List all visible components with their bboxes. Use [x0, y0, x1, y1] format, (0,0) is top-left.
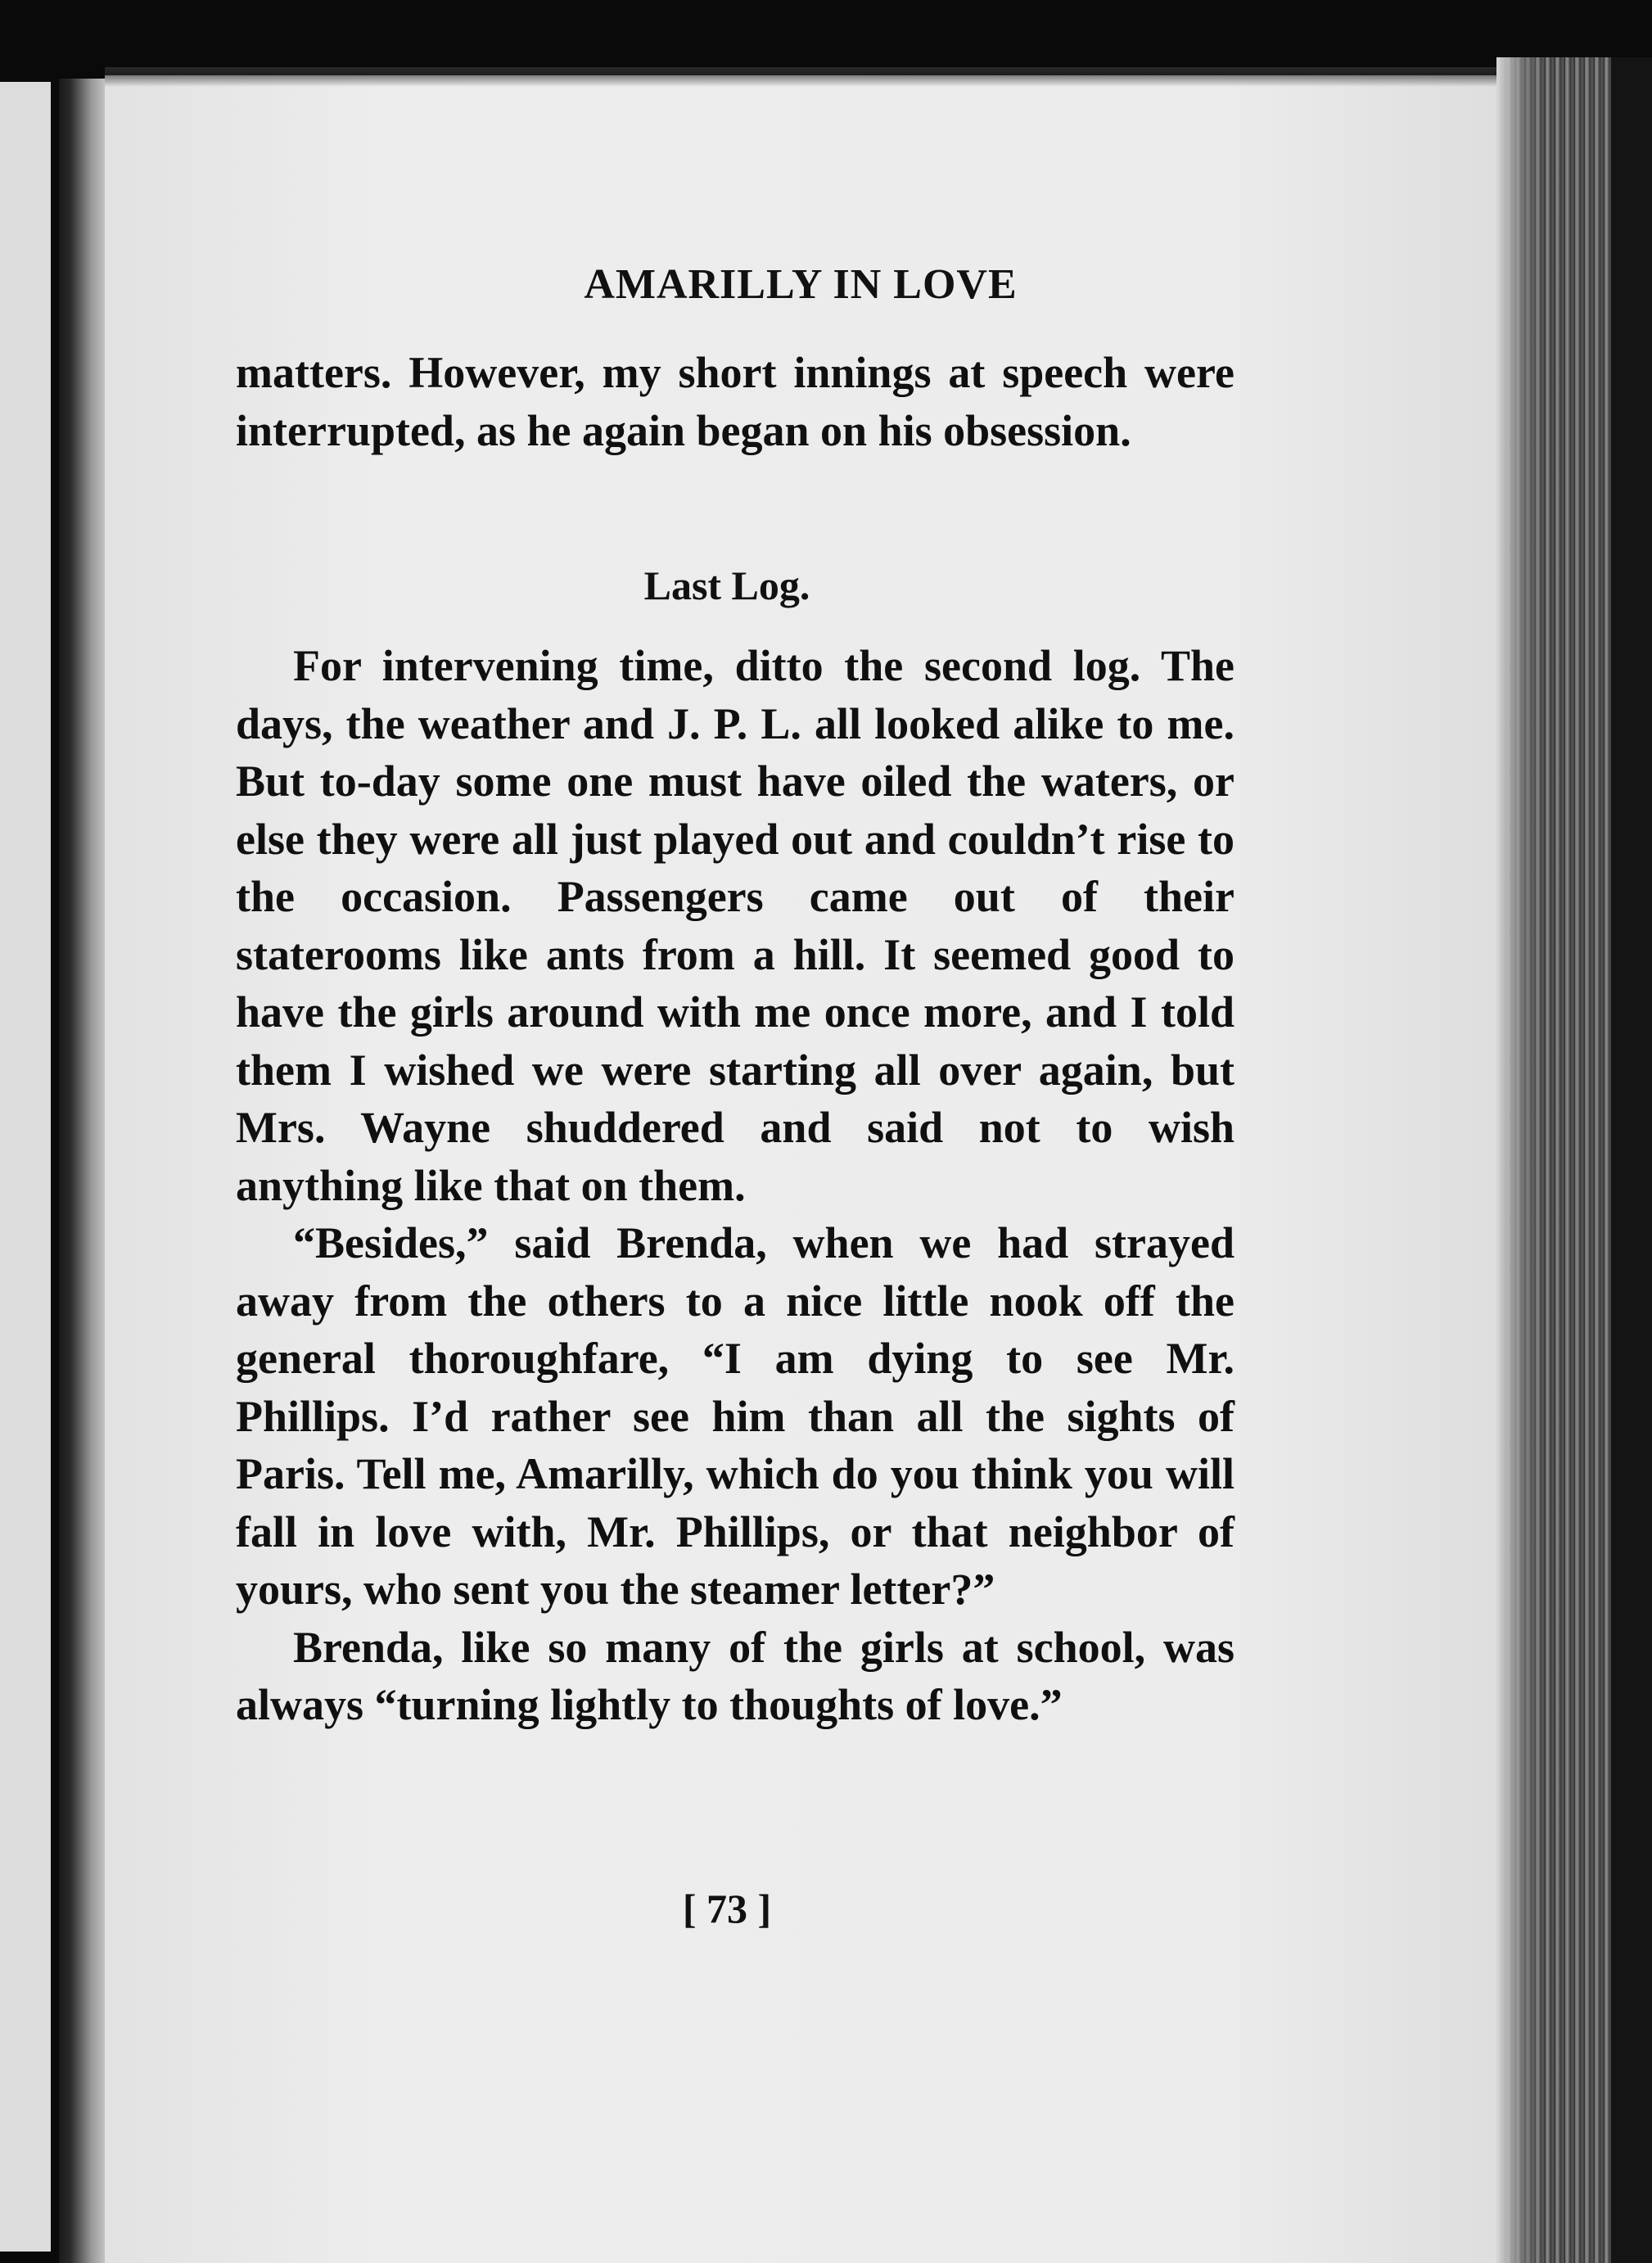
running-head: AMARILLY IN LOVE — [584, 261, 1018, 308]
paragraph-1: For intervening time, ditto the second log. The days, the weather and J. P. L. all looked alike to me. But to-day some one must have oiled the waters, or else they were all just played out and couldn’t rise to the occasion. Passengers came out of their staterooms like ants from a hill. It seemed good to have the girls around with me once more, and I told them I wished we were starting all over again, but Mrs. Wayne shuddered and said not to wish anything like that on them. — [236, 641, 1234, 1210]
body-text-top — [236, 344, 1234, 459]
page-edges-highlight — [1496, 57, 1546, 2263]
page-number: [ 73 ] — [682, 1886, 772, 1931]
body-text-main — [236, 637, 1234, 1734]
continued-paragraph: matters. However, my short innings at speech were interrupted, as he again began on his obsession. — [236, 348, 1234, 455]
page-top-shadow — [105, 67, 1496, 87]
paragraph-2: “Besides,” said Brenda, when we had strayed away from the others to a nice little nook off the general thoroughfare, “I am dying to see Mr. Phillips. I’d rather see him than all the sights of Paris. Tell me, Amarilly, which do you think you will fall in love with, Mr. Phillips, or that neighbor of yours, who sent you the steamer letter?” — [236, 1218, 1234, 1614]
section-heading: Last Log. — [643, 562, 810, 608]
facing-page-edge — [0, 82, 51, 2252]
paragraph-3: Brenda, like so many of the girls at school, was always “turning lightly to thoughts of love.” — [236, 1622, 1234, 1729]
book-cover-edge — [1611, 57, 1652, 2263]
